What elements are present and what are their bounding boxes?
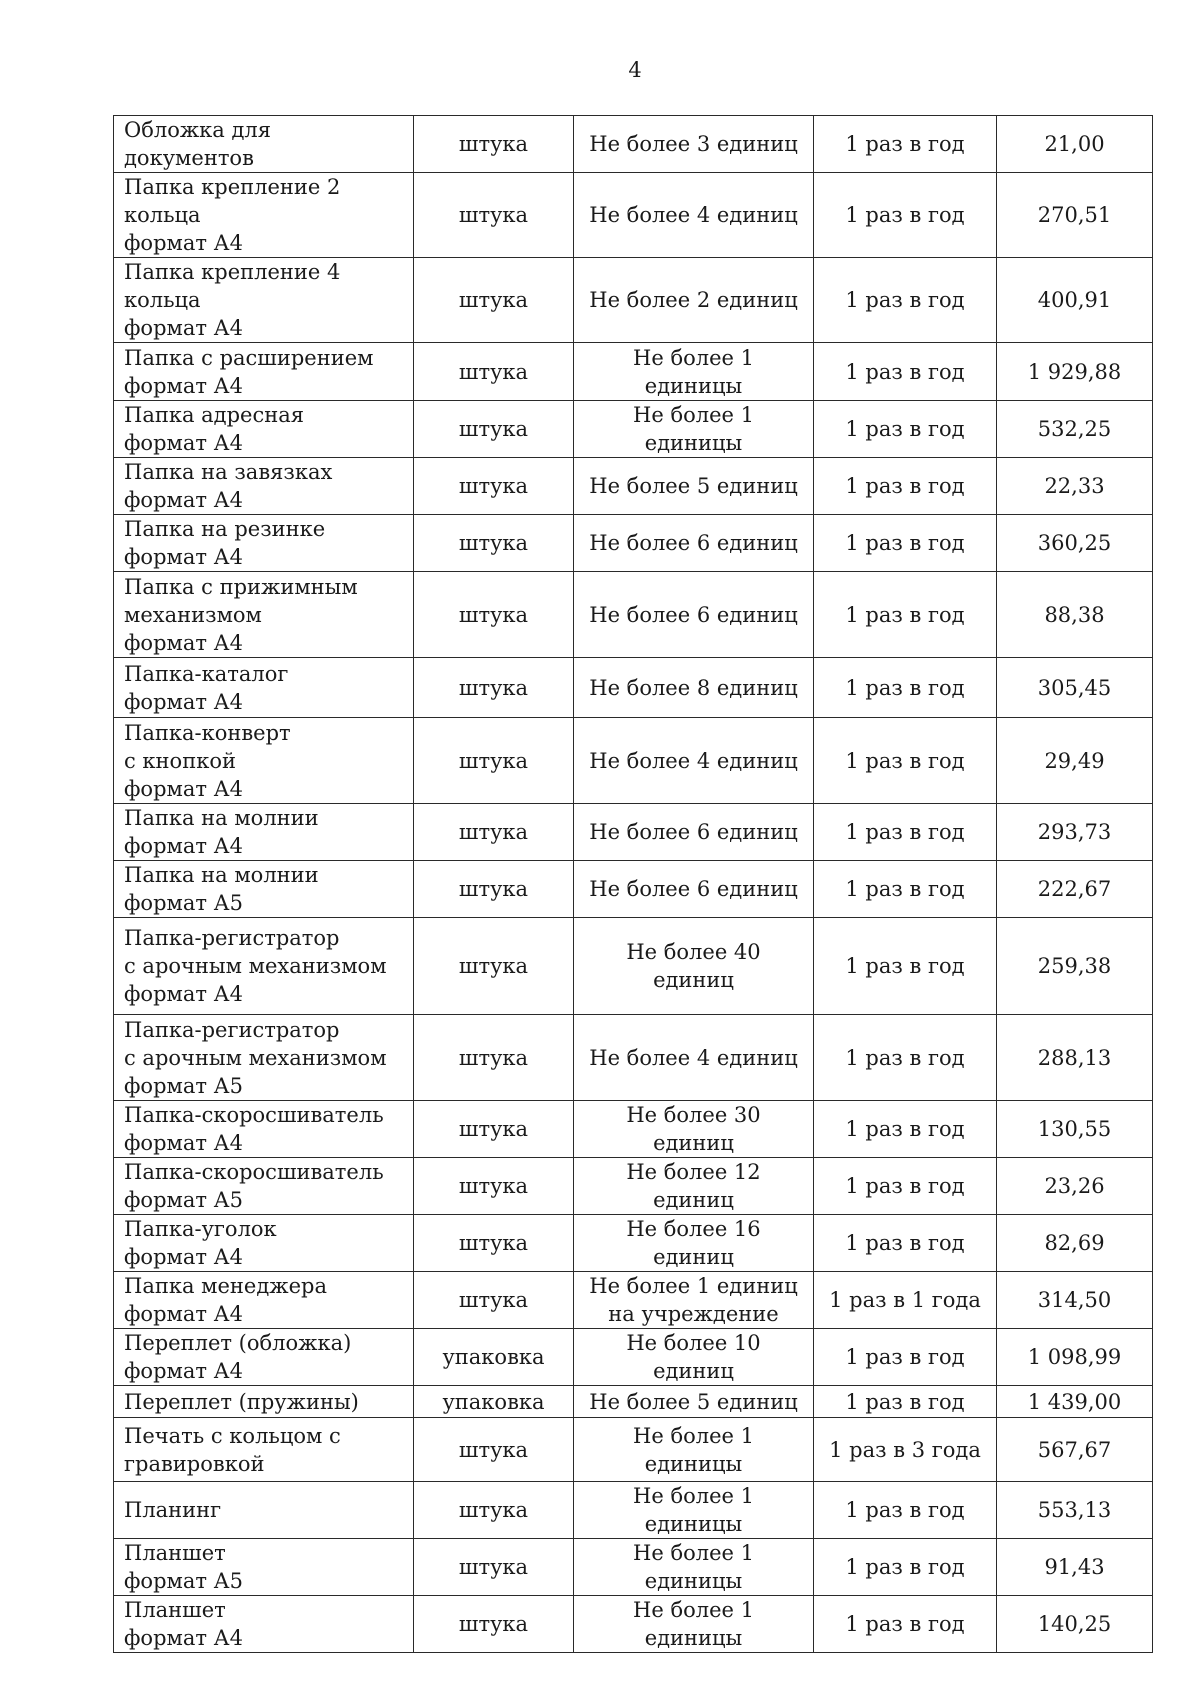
unit-cell: штука <box>414 658 574 718</box>
unit-cell: штука <box>414 572 574 658</box>
unit-cell: штука <box>414 1158 574 1215</box>
period-cell: 1 раз в год <box>814 258 997 343</box>
price-cell: 23,26 <box>997 1158 1153 1215</box>
item-name-cell: Переплет (обложка) формат А4 <box>114 1329 414 1386</box>
unit-cell: упаковка <box>414 1329 574 1386</box>
item-name-cell: Папка с расширением формат А4 <box>114 343 414 401</box>
table-row <box>114 1539 1153 1596</box>
period-cell: 1 раз в год <box>814 718 997 804</box>
unit-cell: штука <box>414 718 574 804</box>
norm-cell: Не более 40 единиц <box>574 918 814 1015</box>
period-cell: 1 раз в год <box>814 1101 997 1158</box>
table-row <box>114 1215 1153 1272</box>
price-cell: 82,69 <box>997 1215 1153 1272</box>
item-name-cell: Печать с кольцом с гравировкой <box>114 1418 414 1482</box>
item-name-cell: Папка на резинке формат А4 <box>114 515 414 572</box>
table-row <box>114 343 1153 401</box>
period-cell: 1 раз в год <box>814 1482 997 1539</box>
table-row <box>114 1158 1153 1215</box>
period-cell: 1 раз в год <box>814 515 997 572</box>
table-row <box>114 1272 1153 1329</box>
period-cell: 1 раз в год <box>814 1596 997 1653</box>
price-cell: 360,25 <box>997 515 1153 572</box>
period-cell: 1 раз в год <box>814 918 997 1015</box>
unit-cell: штука <box>414 1015 574 1101</box>
period-cell: 1 раз в год <box>814 804 997 861</box>
price-cell: 140,25 <box>997 1596 1153 1653</box>
period-cell: 1 раз в 3 года <box>814 1418 997 1482</box>
norm-cell: Не более 1 единицы <box>574 1596 814 1653</box>
period-cell: 1 раз в год <box>814 1386 997 1418</box>
price-cell: 305,45 <box>997 658 1153 718</box>
unit-cell: штука <box>414 458 574 515</box>
supplies-table <box>113 115 1153 1653</box>
unit-cell: штука <box>414 1482 574 1539</box>
table-row <box>114 1596 1153 1653</box>
table-row <box>114 1386 1153 1418</box>
table-row <box>114 515 1153 572</box>
price-cell: 314,50 <box>997 1272 1153 1329</box>
table-row <box>114 1418 1153 1482</box>
norm-cell: Не более 6 единиц <box>574 515 814 572</box>
unit-cell: штука <box>414 1418 574 1482</box>
unit-cell: штука <box>414 515 574 572</box>
norm-cell: Не более 3 единиц <box>574 116 814 173</box>
item-name-cell: Папка с прижимным механизмом формат А4 <box>114 572 414 658</box>
norm-cell: Не более 1 единицы <box>574 1418 814 1482</box>
norm-cell: Не более 5 единиц <box>574 458 814 515</box>
item-name-cell: Папка-уголок формат А4 <box>114 1215 414 1272</box>
unit-cell: штука <box>414 1596 574 1653</box>
table-row <box>114 718 1153 804</box>
page-number: 4 <box>628 58 642 82</box>
table-row <box>114 173 1153 258</box>
unit-cell: штука <box>414 1215 574 1272</box>
norm-cell: Не более 1 единицы <box>574 343 814 401</box>
norm-cell: Не более 5 единиц <box>574 1386 814 1418</box>
norm-cell: Не более 1 единиц на учреждение <box>574 1272 814 1329</box>
period-cell: 1 раз в год <box>814 343 997 401</box>
unit-cell: штука <box>414 918 574 1015</box>
period-cell: 1 раз в год <box>814 1539 997 1596</box>
period-cell: 1 раз в год <box>814 861 997 918</box>
unit-cell: штука <box>414 1101 574 1158</box>
norm-cell: Не более 2 единиц <box>574 258 814 343</box>
item-name-cell: Переплет (пружины) <box>114 1386 414 1418</box>
price-cell: 532,25 <box>997 401 1153 458</box>
price-cell: 1 439,00 <box>997 1386 1153 1418</box>
table-row <box>114 1482 1153 1539</box>
item-name-cell: Папка-регистратор с арочным механизмом формат А4 <box>114 918 414 1015</box>
item-name-cell: Папка-конверт с кнопкой формат А4 <box>114 718 414 804</box>
norm-cell: Не более 6 единиц <box>574 804 814 861</box>
item-name-cell: Планшет формат А4 <box>114 1596 414 1653</box>
unit-cell: упаковка <box>414 1386 574 1418</box>
item-name-cell: Папка на молнии формат А4 <box>114 804 414 861</box>
price-cell: 553,13 <box>997 1482 1153 1539</box>
item-name-cell: Папка-каталог формат А4 <box>114 658 414 718</box>
norm-cell: Не более 4 единиц <box>574 1015 814 1101</box>
period-cell: 1 раз в год <box>814 1215 997 1272</box>
price-cell: 22,33 <box>997 458 1153 515</box>
price-cell: 222,67 <box>997 861 1153 918</box>
norm-cell: Не более 1 единицы <box>574 1539 814 1596</box>
table-row <box>114 458 1153 515</box>
period-cell: 1 раз в год <box>814 572 997 658</box>
table-row <box>114 116 1153 173</box>
price-cell: 567,67 <box>997 1418 1153 1482</box>
table-row <box>114 401 1153 458</box>
table-row <box>114 861 1153 918</box>
period-cell: 1 раз в год <box>814 116 997 173</box>
table-row <box>114 804 1153 861</box>
price-cell: 400,91 <box>997 258 1153 343</box>
item-name-cell: Обложка для документов <box>114 116 414 173</box>
unit-cell: штука <box>414 804 574 861</box>
period-cell: 1 раз в год <box>814 173 997 258</box>
item-name-cell: Папка крепление 2 кольца формат А4 <box>114 173 414 258</box>
unit-cell: штука <box>414 343 574 401</box>
period-cell: 1 раз в год <box>814 1329 997 1386</box>
table-row <box>114 918 1153 1015</box>
period-cell: 1 раз в год <box>814 1015 997 1101</box>
item-name-cell: Планинг <box>114 1482 414 1539</box>
price-cell: 270,51 <box>997 173 1153 258</box>
table-row <box>114 1101 1153 1158</box>
norm-cell: Не более 4 единиц <box>574 718 814 804</box>
item-name-cell: Папка-регистратор с арочным механизмом формат А5 <box>114 1015 414 1101</box>
item-name-cell: Папка на завязках формат А4 <box>114 458 414 515</box>
norm-cell: Не более 10 единиц <box>574 1329 814 1386</box>
period-cell: 1 раз в год <box>814 458 997 515</box>
period-cell: 1 раз в год <box>814 401 997 458</box>
item-name-cell: Папка адресная формат А4 <box>114 401 414 458</box>
period-cell: 1 раз в год <box>814 1158 997 1215</box>
item-name-cell: Папка крепление 4 кольца формат А4 <box>114 258 414 343</box>
price-cell: 259,38 <box>997 918 1153 1015</box>
period-cell: 1 раз в 1 года <box>814 1272 997 1329</box>
norm-cell: Не более 8 единиц <box>574 658 814 718</box>
period-cell: 1 раз в год <box>814 658 997 718</box>
table-row <box>114 658 1153 718</box>
item-name-cell: Папка менеджера формат А4 <box>114 1272 414 1329</box>
norm-cell: Не более 1 единицы <box>574 1482 814 1539</box>
unit-cell: штука <box>414 1272 574 1329</box>
norm-cell: Не более 1 единицы <box>574 401 814 458</box>
price-cell: 21,00 <box>997 116 1153 173</box>
price-cell: 91,43 <box>997 1539 1153 1596</box>
table-row <box>114 572 1153 658</box>
norm-cell: Не более 6 единиц <box>574 861 814 918</box>
table-row <box>114 258 1153 343</box>
norm-cell: Не более 12 единиц <box>574 1158 814 1215</box>
norm-cell: Не более 30 единиц <box>574 1101 814 1158</box>
norm-cell: Не более 6 единиц <box>574 572 814 658</box>
item-name-cell: Планшет формат А5 <box>114 1539 414 1596</box>
price-cell: 1 929,88 <box>997 343 1153 401</box>
price-cell: 130,55 <box>997 1101 1153 1158</box>
unit-cell: штука <box>414 861 574 918</box>
norm-cell: Не более 16 единиц <box>574 1215 814 1272</box>
item-name-cell: Папка на молнии формат А5 <box>114 861 414 918</box>
table-row <box>114 1329 1153 1386</box>
table-row <box>114 1015 1153 1101</box>
price-cell: 288,13 <box>997 1015 1153 1101</box>
price-cell: 293,73 <box>997 804 1153 861</box>
unit-cell: штука <box>414 401 574 458</box>
price-cell: 88,38 <box>997 572 1153 658</box>
unit-cell: штука <box>414 116 574 173</box>
item-name-cell: Папка-скоросшиватель формат А5 <box>114 1158 414 1215</box>
unit-cell: штука <box>414 173 574 258</box>
item-name-cell: Папка-скоросшиватель формат А4 <box>114 1101 414 1158</box>
price-cell: 29,49 <box>997 718 1153 804</box>
unit-cell: штука <box>414 258 574 343</box>
price-cell: 1 098,99 <box>997 1329 1153 1386</box>
unit-cell: штука <box>414 1539 574 1596</box>
norm-cell: Не более 4 единиц <box>574 173 814 258</box>
